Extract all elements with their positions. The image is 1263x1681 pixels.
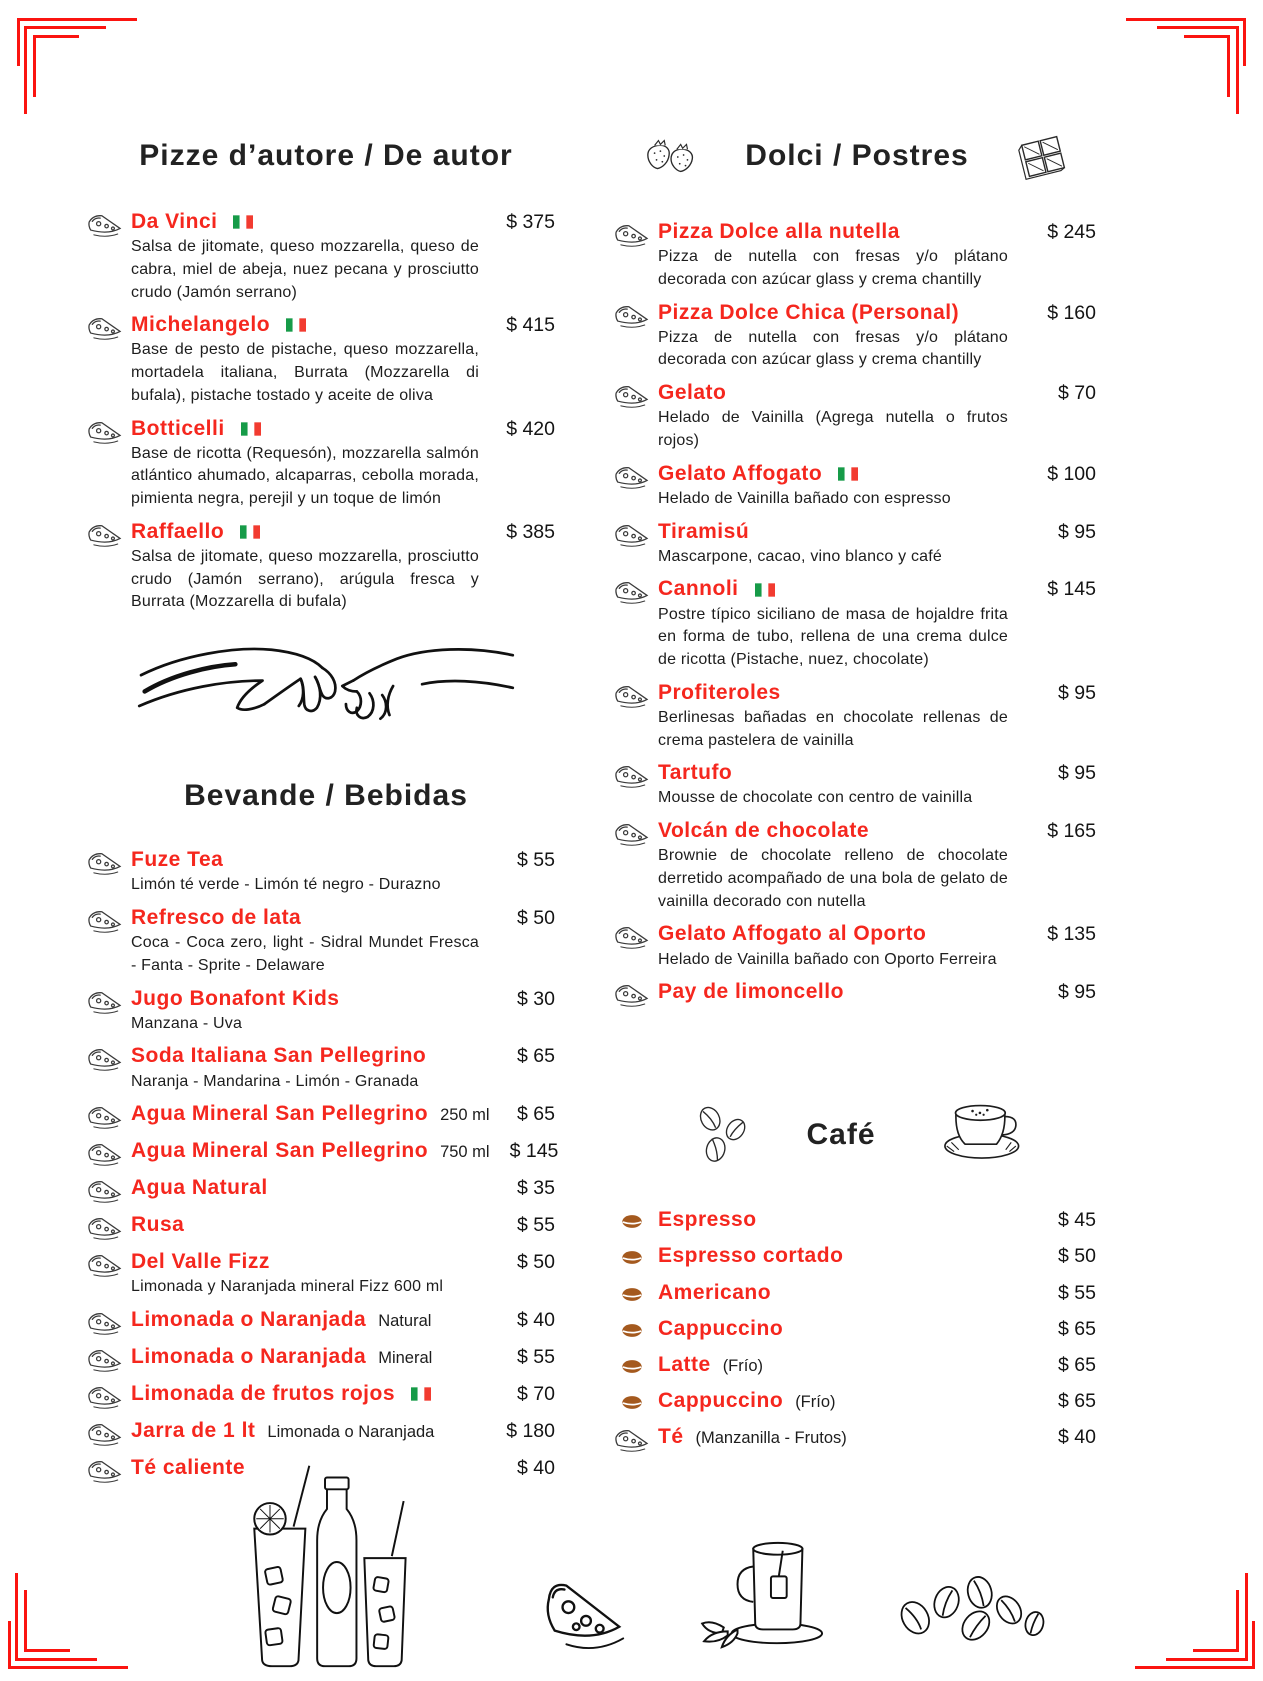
item-description: Limón té verde - Limón té negro - Durazno — [131, 876, 441, 894]
menu-item — [612, 1353, 1108, 1377]
item-price: $ 95 — [1058, 762, 1096, 785]
item-description: Helado de Vainilla (Agrega nutella o frutos rojos) — [658, 409, 1008, 450]
menu-item — [612, 819, 1108, 913]
menu-item — [612, 922, 1108, 971]
section-header — [612, 1100, 1108, 1170]
item-name: Del Valle Fizz — [131, 1250, 270, 1274]
pizza-slice-icon — [612, 1425, 658, 1453]
menu-item — [85, 1044, 567, 1093]
item-price: $ 145 — [1047, 578, 1096, 601]
item-name: Gelato — [658, 381, 727, 405]
menu-item — [612, 577, 1108, 671]
column-left — [85, 128, 567, 1493]
pizza-slice-icon — [85, 1139, 131, 1167]
pizza-slice-icon — [85, 417, 131, 445]
coffee-cup-icon — [928, 1100, 1030, 1170]
section-header — [85, 778, 567, 814]
item-description: Postre típico siciliano de masa de hojaldre frita en forma de tubo, rellena de una crema dulce de ricotta (Pistache, nuez, chocolate) — [658, 605, 1008, 669]
column-right — [612, 128, 1108, 1465]
pizza-slice-icon — [612, 819, 658, 847]
section-bevande — [85, 778, 567, 1484]
coffee-beans-icon — [690, 1106, 754, 1164]
section-title: Dolci / Postres — [745, 139, 969, 172]
menu-item — [85, 1345, 567, 1373]
pizza-slice-icon — [85, 1213, 131, 1241]
item-price: $ 40 — [1058, 1426, 1096, 1449]
section-title: Pizze d’autore / De autor — [139, 139, 513, 172]
item-name: Cappuccino — [658, 1389, 784, 1413]
item-price: $ 180 — [506, 1420, 555, 1443]
item-description: Salsa de jitomate, queso mozzarella, prosciutto crudo (Jamón serrano), arúgula fresca y Burrata (Mozzarella di bufala) — [131, 548, 479, 611]
pizza-slice-icon — [85, 906, 131, 934]
item-price: $ 70 — [1058, 382, 1096, 405]
item-note: Natural — [378, 1312, 432, 1331]
item-description: Helado de Vainilla bañado con Oporto Ferreira — [658, 950, 997, 968]
item-name: Da Vinci — [131, 210, 218, 233]
coffee-bean-icon — [612, 1317, 658, 1338]
coffee-bean-icon — [612, 1208, 658, 1229]
section-title: Bevande / Bebidas — [184, 779, 468, 813]
corner-decoration-bottom-left — [8, 1534, 148, 1669]
item-price: $ 135 — [1047, 923, 1096, 946]
coffee-beans-illustration — [886, 1563, 1052, 1651]
item-name: Espresso cortado — [658, 1244, 844, 1268]
menu-item — [85, 848, 567, 897]
italy-flag-icon — [233, 215, 253, 229]
menu-item — [612, 761, 1108, 810]
item-note: Mineral — [378, 1349, 433, 1368]
menu-item — [85, 210, 567, 304]
pizza-slice-icon — [612, 462, 658, 490]
menu-item — [85, 1419, 567, 1447]
pizza-slice-icon — [85, 1345, 131, 1373]
item-name: Agua Natural — [131, 1176, 268, 1200]
pizza-slice-icon — [612, 681, 658, 709]
item-name: Volcán de chocolate — [658, 819, 869, 843]
item-description: Limonada y Naranjada mineral Fizz 600 ml — [131, 1278, 444, 1296]
menu-item — [85, 1102, 567, 1130]
pizza-slice-icon — [612, 980, 658, 1008]
item-name: Tartufo — [658, 761, 733, 785]
pizza-slice-icon — [85, 987, 131, 1015]
item-name: Latte — [658, 1352, 711, 1376]
item-name: Refresco de lata — [131, 906, 302, 930]
menu-item — [85, 520, 567, 614]
item-name: Limonada o Naranjada — [131, 1308, 367, 1332]
item-price: $ 40 — [517, 1309, 555, 1332]
drinks-illustration — [230, 1450, 422, 1676]
pizza-slice-icon — [612, 301, 658, 329]
italy-flag-icon — [241, 422, 261, 436]
item-name: Raffaello — [131, 519, 225, 543]
item-description: Naranja - Mandarina - Limón - Granada — [131, 1072, 419, 1090]
menu-item — [85, 906, 567, 978]
pizza-slice-icon — [85, 1176, 131, 1204]
item-price: $ 45 — [1058, 1209, 1096, 1232]
item-price: $ 65 — [517, 1045, 555, 1068]
pizza-slice-icon — [85, 210, 131, 238]
menu-item — [612, 301, 1108, 373]
item-note: 750 ml — [440, 1143, 490, 1162]
pizza-slice-icon — [85, 848, 131, 876]
item-description: Brownie de chocolate relleno de chocolate derretido acompañado de una bola de gelato de vainilla decorado con nutella — [658, 847, 1008, 910]
pizza-slice-icon — [612, 922, 658, 950]
menu-item — [612, 520, 1108, 569]
item-name: Michelangelo — [131, 313, 271, 337]
menu-item — [85, 1213, 567, 1241]
item-note: 250 ml — [440, 1106, 490, 1125]
item-price: $ 245 — [1047, 221, 1096, 243]
item-name: Americano — [658, 1280, 772, 1304]
hands-illustration — [85, 628, 567, 764]
item-price: $ 145 — [509, 1140, 559, 1163]
menu-item — [612, 1317, 1108, 1341]
item-price: $ 65 — [1058, 1317, 1096, 1340]
item-price: $ 30 — [517, 987, 555, 1010]
pizza-slice-icon — [85, 313, 131, 341]
item-description: Mascarpone, cacao, vino blanco y café — [658, 547, 943, 565]
item-name: Pizza Dolce Chica (Personal) — [658, 300, 960, 324]
italy-flag-icon — [838, 467, 858, 481]
item-name: Espresso — [658, 1208, 757, 1232]
item-name: Limonada de frutos rojos — [131, 1382, 396, 1406]
item-description: Base de ricotta (Requesón), mozzarella salmón atlántico ahumado, alcaparras, cebolla morada, pimienta negra, perejil y un toque de limón — [131, 444, 479, 508]
coffee-bean-icon — [612, 1353, 658, 1374]
item-price: $ 65 — [1058, 1390, 1096, 1413]
item-price: $ 70 — [517, 1383, 555, 1406]
pizza-slice-illustration — [536, 1570, 636, 1658]
item-price: $ 35 — [517, 1177, 555, 1200]
item-price: $ 95 — [1058, 520, 1096, 543]
pizza-slice-icon — [85, 1308, 131, 1336]
section-pizze — [85, 138, 567, 614]
item-description: Mousse de chocolate con centro de vainilla — [658, 789, 973, 807]
menu-item — [612, 1244, 1108, 1268]
pizza-slice-icon — [612, 220, 658, 248]
menu-item — [612, 681, 1108, 753]
pizza-slice-icon — [612, 520, 658, 548]
item-name: Jugo Bonafont Kids — [131, 986, 340, 1010]
menu-item — [85, 1382, 567, 1410]
coffee-bean-icon — [612, 1244, 658, 1265]
item-list — [612, 220, 1108, 1008]
section-dolci — [612, 132, 1108, 1008]
item-description: Pizza de nutella con fresas y/o plátano decorada con azúcar glass y crema chantilly — [658, 248, 1008, 288]
italy-flag-icon — [240, 525, 260, 539]
pizza-slice-icon — [85, 1102, 131, 1130]
menu-item — [85, 313, 567, 407]
item-list — [612, 1208, 1108, 1453]
menu-item — [85, 1139, 567, 1167]
item-name: Cannoli — [658, 577, 739, 601]
item-price: $ 160 — [1047, 301, 1096, 324]
item-name: Pizza Dolce alla nutella — [658, 220, 900, 243]
item-name: Jarra de 1 lt — [131, 1419, 256, 1443]
menu-item — [612, 381, 1108, 453]
menu-item — [612, 1208, 1108, 1232]
item-description: Base de pesto de pistache, queso mozzarella, mortadela italiana, Burrata (Mozzarella di bufala), pistache tostado y aceite de oliva — [131, 341, 479, 404]
pizza-slice-icon — [85, 1382, 131, 1410]
item-description: Manzana - Uva — [131, 1014, 243, 1032]
item-price: $ 415 — [506, 314, 555, 337]
menu-item — [85, 417, 567, 511]
pizza-slice-icon — [612, 381, 658, 409]
item-price: $ 65 — [517, 1103, 555, 1126]
menu-item — [612, 1389, 1108, 1413]
item-price: $ 55 — [517, 849, 555, 872]
item-name: Cappuccino — [658, 1316, 784, 1340]
pizza-slice-icon — [612, 577, 658, 605]
coffee-bean-icon — [612, 1389, 658, 1410]
corner-decoration-bottom-right — [1115, 1534, 1255, 1669]
item-price: $ 55 — [517, 1346, 555, 1369]
chocolate-bar-icon — [1013, 132, 1077, 180]
item-note: (Frío) — [722, 1356, 764, 1375]
pizza-slice-icon — [85, 1250, 131, 1278]
item-price: $ 95 — [1058, 681, 1096, 704]
pizza-slice-icon — [85, 1456, 131, 1484]
item-name: Soda Italiana San Pellegrino — [131, 1044, 427, 1068]
item-description: Coca - Coca zero, light - Sidral Mundet Fresca - Fanta - Sprite - Delaware — [131, 934, 479, 974]
menu-item — [612, 1281, 1108, 1305]
italy-flag-icon — [286, 318, 306, 332]
menu-item — [612, 980, 1108, 1008]
tea-glass-illustration — [693, 1537, 843, 1655]
strawberries-icon — [643, 135, 701, 177]
item-price: $ 420 — [506, 417, 555, 440]
pizza-slice-icon — [85, 1419, 131, 1447]
item-price: $ 50 — [517, 1251, 555, 1274]
item-note: (Frío) — [795, 1393, 836, 1412]
item-price: $ 100 — [1047, 462, 1096, 485]
italy-flag-icon — [411, 1387, 431, 1401]
item-name: Té — [658, 1425, 684, 1449]
coffee-bean-icon — [612, 1281, 658, 1302]
pizza-slice-icon — [85, 1044, 131, 1072]
item-name: Tiramisú — [658, 519, 750, 543]
italy-flag-icon — [755, 583, 775, 597]
item-name: Té caliente — [131, 1456, 246, 1480]
item-name: Gelato Affogato al Oporto — [658, 922, 927, 946]
pizza-slice-icon — [612, 761, 658, 789]
item-description: Berlinesas bañadas en chocolate rellenas de crema pastelera de vainilla — [658, 708, 1008, 749]
pizza-slice-icon — [85, 520, 131, 548]
item-name: Limonada o Naranjada — [131, 1345, 367, 1369]
item-name: Fuze Tea — [131, 848, 224, 872]
item-list — [85, 848, 567, 1484]
menu-item — [85, 1176, 567, 1204]
item-price: $ 55 — [1058, 1281, 1096, 1304]
item-price: $ 50 — [1058, 1245, 1096, 1268]
item-price: $ 165 — [1047, 820, 1096, 843]
item-price: $ 65 — [1058, 1353, 1096, 1376]
item-note: (Manzanilla - Frutos) — [695, 1429, 847, 1448]
item-name: Agua Mineral San Pellegrino — [131, 1102, 429, 1126]
item-price: $ 385 — [506, 520, 555, 543]
menu-item — [85, 1308, 567, 1336]
corner-decoration-top-right — [1106, 18, 1246, 153]
item-price: $ 40 — [517, 1457, 555, 1480]
item-list — [85, 210, 567, 614]
item-description: Salsa de jitomate, queso mozzarella, queso de cabra, miel de abeja, nuez pecana y prosciutto crudo (Jamón serrano) — [131, 238, 479, 301]
section-title: Café — [806, 1118, 876, 1152]
item-description: Helado de Vainilla bañado con espresso — [658, 489, 951, 507]
item-name: Profiteroles — [658, 680, 781, 704]
menu-item — [85, 1250, 567, 1299]
item-name: Rusa — [131, 1213, 185, 1237]
item-price: $ 55 — [517, 1214, 555, 1237]
menu-item — [612, 462, 1108, 511]
item-price: $ 375 — [506, 211, 555, 233]
menu-item — [612, 220, 1108, 292]
section-header — [85, 138, 567, 174]
menu-item — [612, 1425, 1108, 1453]
menu-item — [85, 987, 567, 1036]
section-cafe — [612, 1100, 1108, 1453]
item-name: Gelato Affogato — [658, 461, 823, 485]
section-header — [612, 132, 1108, 180]
item-price: $ 95 — [1058, 981, 1096, 1004]
item-name: Pay de limoncello — [658, 980, 844, 1004]
item-name: Botticelli — [131, 416, 225, 440]
item-price: $ 50 — [517, 907, 555, 930]
item-name: Agua Mineral San Pellegrino — [131, 1139, 429, 1163]
item-description: Pizza de nutella con fresas y/o plátano decorada con azúcar glass y crema chantilly — [658, 328, 1008, 369]
item-note: Limonada o Naranjada — [267, 1423, 435, 1442]
